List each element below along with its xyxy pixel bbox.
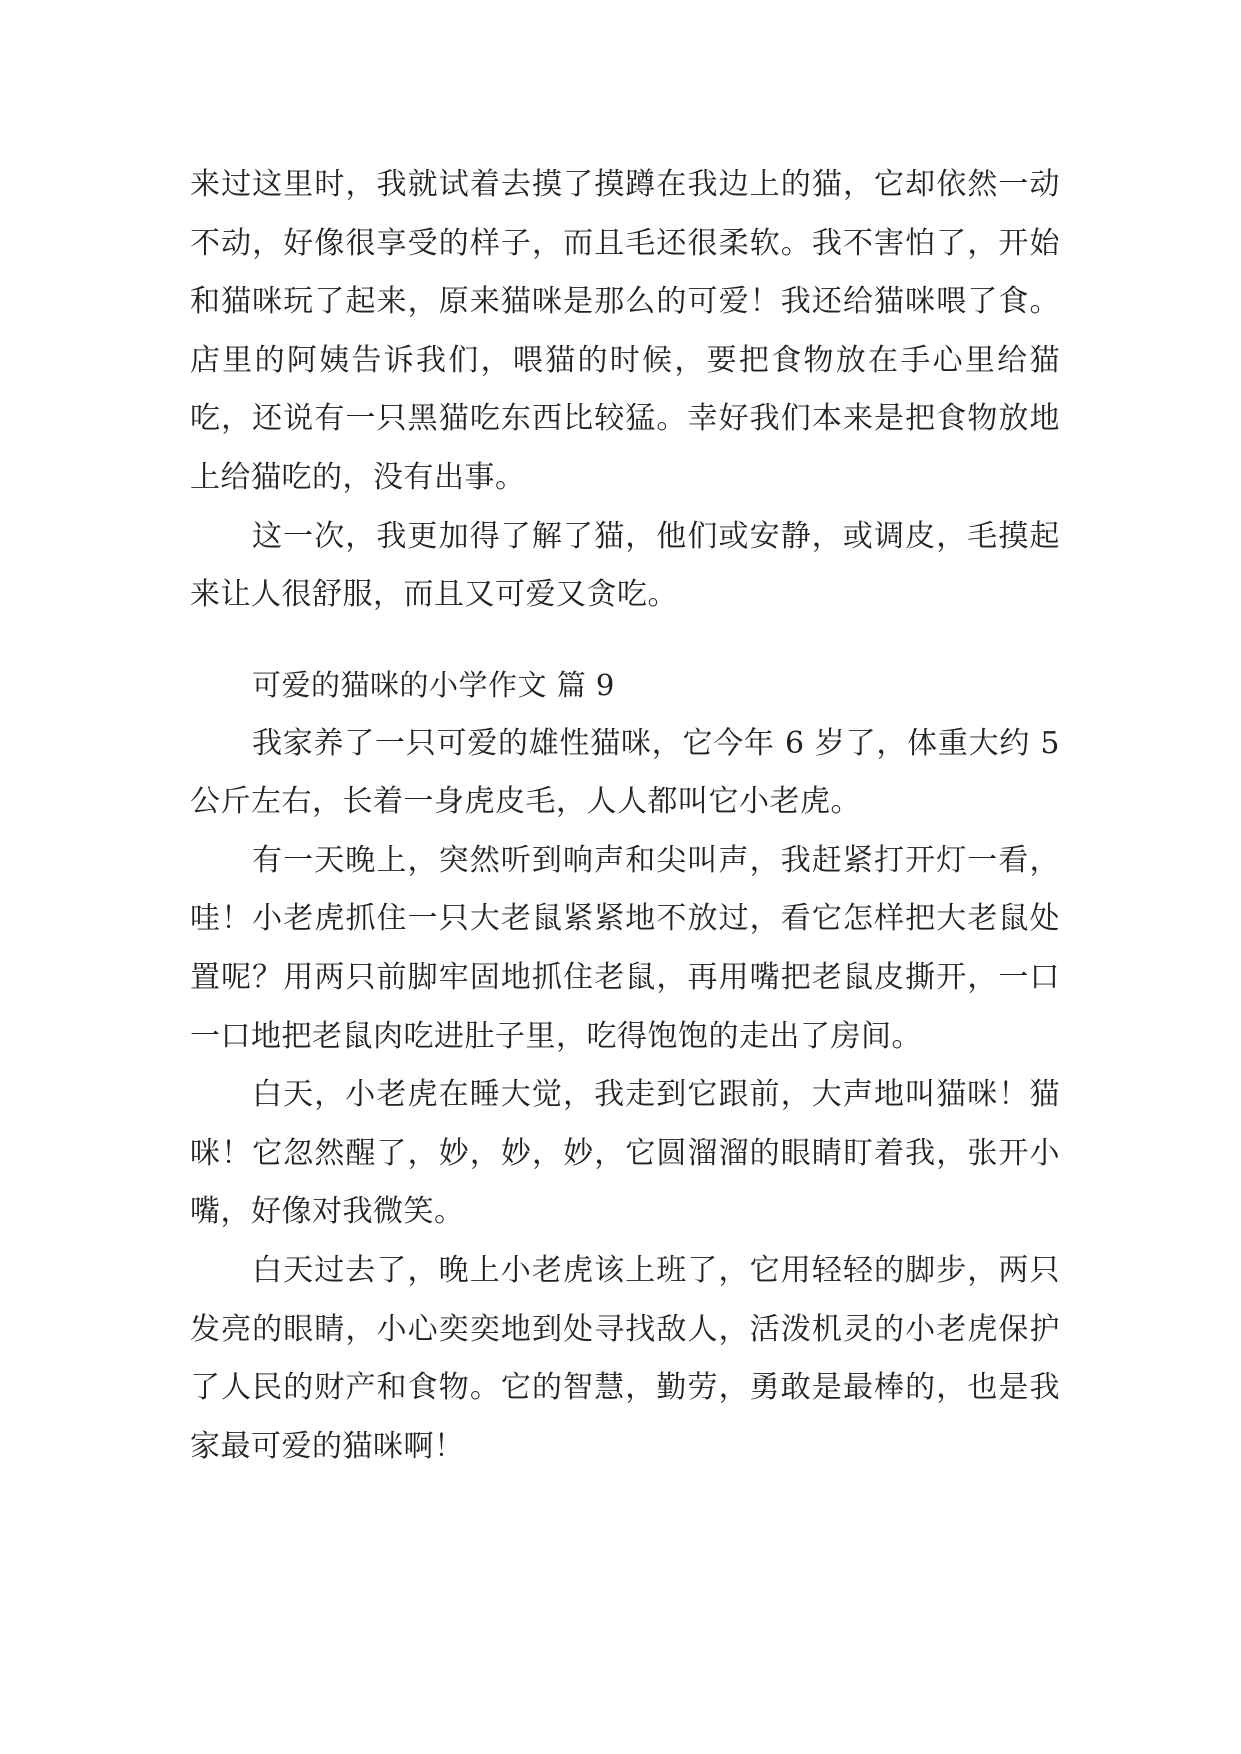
section-heading: 可爱的猫咪的小学作文 篇 9 bbox=[252, 668, 615, 702]
essay-paragraph: 白天过去了，晚上小老虎该上班了，它用轻轻的脚步，两只发亮的眼睛，小心奕奕地到处寻找敌人，活泼机灵的小老虎保护了人民的财产和食物。它的智慧，勤劳，勇敢是最棒的，也是我家最可爱的猫咪啊！ bbox=[190, 1252, 1060, 1464]
essay-paragraph: 我家养了一只可爱的雄性猫咪，它今年 6 岁了，体重大约 5 公斤左右，长着一身虎皮毛，人人都叫它小老虎。 bbox=[190, 725, 1060, 820]
essay-paragraph: 有一天晚上，突然听到响声和尖叫声，我赶紧打开灯一看，哇！小老虎抓住一只大老鼠紧紧地不放过，看它怎样把大老鼠处置呢？用两只前脚牢固地抓住老鼠，再用嘴把老鼠皮撕开，一口一口地把老鼠肉吃进肚子里，吃得饱饱的走出了房间。 bbox=[190, 842, 1060, 1054]
essay-part-9 bbox=[190, 656, 1060, 1476]
essay-paragraph: 白天，小老虎在睡大觉，我走到它跟前，大声地叫猫咪！猫咪！它忽然醒了，妙，妙，妙，它圆溜溜的眼睛盯着我，张开小嘴，好像对我微笑。 bbox=[190, 1077, 1060, 1230]
essay-part-8-ending bbox=[190, 156, 1060, 625]
continuation-paragraph: 来过这里时，我就试着去摸了摸蹲在我边上的猫，它却依然一动不动，好像很享受的样子，而且毛还很柔软。我不害怕了，开始和猫咪玩了起来，原来猫咪是那么的可爱！我还给猫咪喂了食。店里的阿姨告诉我们，喂猫的时候，要把食物放在手心里给猫吃，还说有一只黑猫吃东西比较猛。幸好我们本来是把食物放地上给猫吃的，没有出事。 bbox=[190, 167, 1060, 495]
closing-paragraph: 这一次，我更加得了解了猫，他们或安静，或调皮，毛摸起来让人很舒服，而且又可爱又贪吃。 bbox=[190, 518, 1060, 613]
